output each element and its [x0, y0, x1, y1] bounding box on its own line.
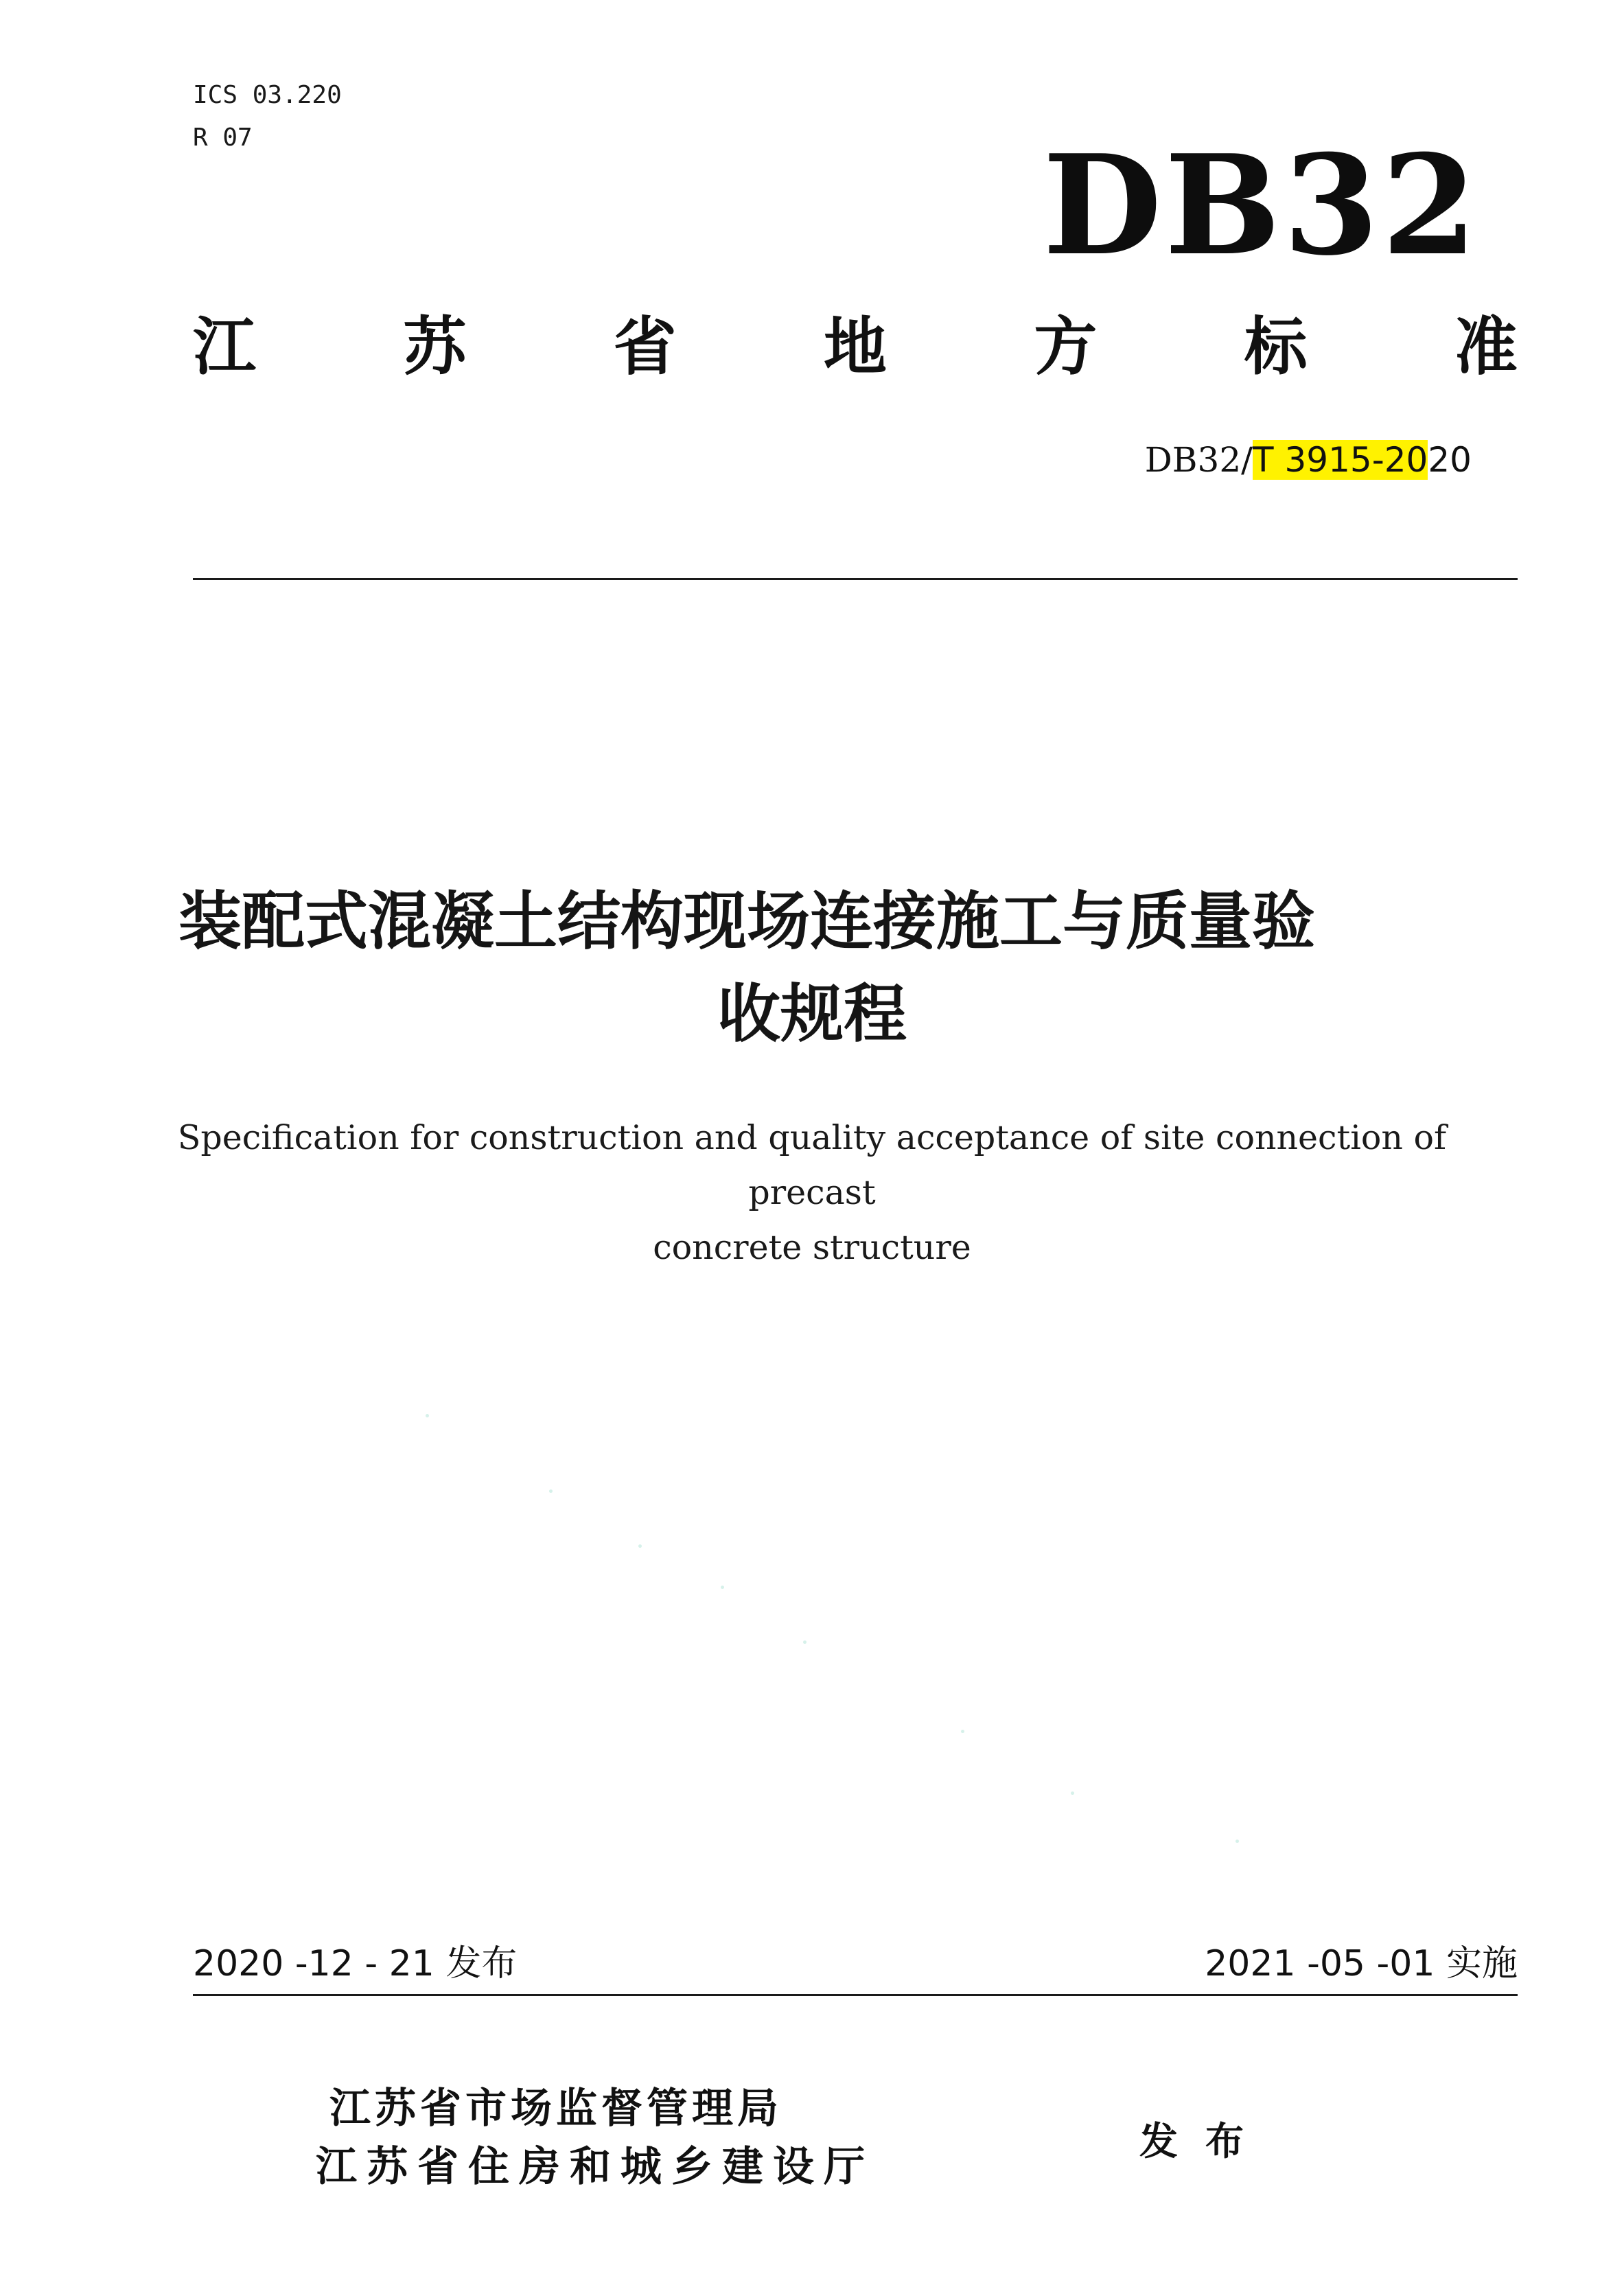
standard-type-char: 方 — [1034, 310, 1098, 384]
ccs-code: R 07 — [193, 124, 253, 152]
standard-type-char: 苏 — [403, 310, 467, 384]
standard-type-char: 准 — [1454, 310, 1518, 384]
title-english-line1: Specification for construction and quality acceptance of site connection of precast — [177, 1118, 1447, 1212]
standard-type-char: 江 — [193, 310, 257, 384]
footer-divider — [193, 1994, 1518, 1996]
publish-date: 2020 -12 - 21 发布 — [193, 1943, 518, 1984]
speckle — [803, 1640, 807, 1644]
standard-type-char: 省 — [613, 310, 677, 384]
title-english — [137, 1111, 1487, 1275]
standard-type-char: 标 — [1244, 310, 1308, 384]
standard-number-highlight: T 3915-20 — [1253, 440, 1428, 480]
speckle — [638, 1544, 642, 1548]
issuer-market-regulation: 江苏省市场监督管理局 — [329, 2085, 782, 2133]
standard-type-heading — [193, 310, 1518, 384]
standard-number-suffix: 20 — [1428, 440, 1472, 480]
speckle — [549, 1489, 553, 1493]
issuing-authorities — [316, 2080, 961, 2196]
ics-code: ICS 03.220 — [193, 81, 342, 109]
title-chinese — [96, 875, 1528, 1060]
standard-number-prefix: DB32/ — [1144, 440, 1253, 480]
title-chinese-line2: 收规程 — [717, 977, 907, 1051]
header-divider — [193, 578, 1518, 580]
issuer-housing-construction: 江苏省住房和城乡建设厅 — [316, 2143, 874, 2191]
implementation-date: 2021 -05 -01 实施 — [1205, 1943, 1518, 1984]
title-chinese-line1: 装配式混凝土结构现场连接施工与质量验 — [178, 885, 1316, 958]
speckle — [721, 1586, 724, 1589]
standard-type-char: 地 — [823, 310, 887, 384]
issue-label: 发布 — [1139, 2120, 1271, 2164]
db-mark-logo: DB32 — [1043, 125, 1480, 286]
standard-number — [1145, 439, 1472, 480]
speckle — [1071, 1791, 1074, 1795]
speckle — [961, 1730, 964, 1733]
speckle — [426, 1414, 429, 1417]
speckle — [1236, 1840, 1239, 1843]
title-english-line2: concrete structure — [653, 1228, 971, 1267]
